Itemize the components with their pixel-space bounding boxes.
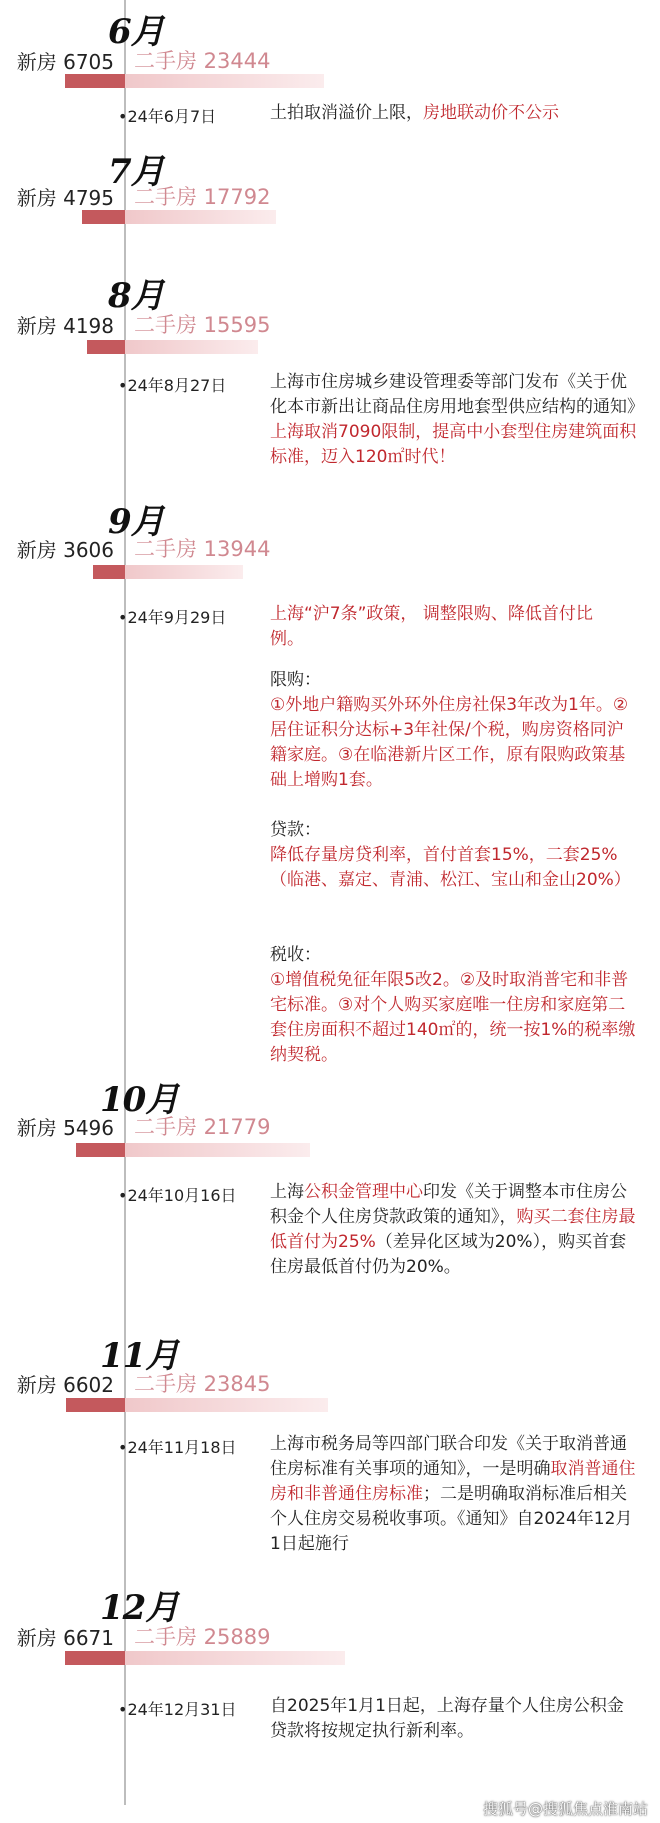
event-text-plain: 上海市住房城乡建设管理委等部门发布《关于优化本市新出让商品住房用地套型供应结构的通知》	[270, 372, 644, 417]
event-text-highlight: 购买二套住房最低首付为25%	[270, 1207, 636, 1252]
event-text	[270, 101, 650, 126]
second-hand-bar	[125, 74, 324, 88]
event-text	[270, 370, 644, 470]
event-text-plain: 印发《关于调整本市住房公积金个人住房贷款政策的通知》，	[270, 1182, 627, 1227]
new-home-bar	[93, 565, 125, 579]
event-text-plain: （差异化区域为20%），购买首套住房最低首付仍为20%。	[270, 1232, 627, 1277]
event-text: 自2025年1月1日起，上海存量个人住房公积金贷款将按规定执行新利率。	[270, 1696, 624, 1741]
new-home-bar	[65, 1651, 125, 1665]
new-home-bar	[76, 1143, 125, 1157]
new-home-label: 新房 6671	[16, 1626, 114, 1650]
new-home-label: 新房 4198	[16, 314, 114, 338]
event-text	[270, 1432, 640, 1557]
event-text-plain: 上海	[270, 1182, 304, 1202]
event-text-highlight: 房地联动价不公示	[423, 103, 559, 123]
event-text-plain: ；二是明确取消标准后相关个人住房交易税收事项。《通知》自2024年12月1日起施行	[270, 1484, 633, 1554]
event-text-highlight: 取消普通住房和非普通住房标准	[270, 1459, 636, 1504]
event-text	[270, 1180, 640, 1280]
new-home-bar	[65, 74, 125, 88]
loan-title: 贷款：	[270, 820, 321, 840]
month-title: 7月	[108, 152, 164, 192]
second-hand-bar	[125, 1398, 328, 1412]
month-title: 11月	[100, 1336, 179, 1376]
month-title: 12月	[100, 1588, 179, 1628]
event-date: •24年10月16日	[118, 1186, 237, 1205]
event-date: •24年8月27日	[118, 376, 227, 395]
second-hand-label: 二手房 13944	[134, 537, 271, 561]
event-date: •24年9月29日	[118, 608, 227, 627]
second-hand-label: 二手房 23444	[134, 49, 271, 73]
month-title: 6月	[108, 12, 164, 52]
month-title: 8月	[108, 276, 164, 316]
event-text-plain: 上海市税务局等四部门联合印发《关于取消普通住房标准有关事项的通知》，一是明确	[270, 1434, 627, 1479]
loan-text: 降低存量房贷利率，首付首套15%，二套25%（临港、嘉定、青浦、松江、宝山和金山20%）	[270, 845, 631, 890]
event-text-plain: 土拍取消溢价上限，	[270, 103, 423, 123]
new-home-label: 新房 6602	[16, 1373, 114, 1397]
second-hand-bar	[125, 1143, 310, 1157]
new-home-label: 新房 5496	[16, 1116, 114, 1140]
new-home-label: 新房 4795	[16, 186, 114, 210]
event-text-highlight: 上海取消7090限制，提高中小套型住房建筑面积标准，迈入120㎡时代！	[270, 422, 637, 467]
tax-title: 税收：	[270, 945, 321, 965]
second-hand-label: 二手房 15595	[134, 313, 271, 337]
limit-title: 限购：	[270, 670, 321, 690]
second-hand-label: 二手房 23845	[134, 1372, 271, 1396]
second-hand-label: 二手房 25889	[134, 1625, 271, 1649]
limit-text: ①外地户籍购买外环外住房社保3年改为1年。②居住证积分达标+3年社保/个税，购房资格同沪籍家庭。③在临港新片区工作，原有限购政策基础上增购1套。	[270, 695, 629, 790]
new-home-label: 新房 3606	[16, 538, 114, 562]
second-hand-bar	[125, 1651, 345, 1665]
month-title: 10月	[100, 1080, 179, 1120]
second-hand-bar	[125, 210, 276, 224]
new-home-bar	[82, 210, 125, 224]
new-home-label: 新房 6705	[16, 50, 114, 74]
second-hand-label: 二手房 21779	[134, 1115, 271, 1139]
second-hand-label: 二手房 17792	[134, 185, 271, 209]
month-title: 9月	[108, 502, 164, 542]
new-home-bar	[87, 340, 125, 354]
event-text-highlight: 公积金管理中心	[304, 1182, 423, 1202]
watermark: 搜狐号@搜狐焦点淮南站	[482, 1800, 648, 1818]
event-date: •24年12月31日	[118, 1700, 237, 1719]
event-date: •24年6月7日	[118, 107, 217, 126]
second-hand-bar	[125, 340, 258, 354]
event-date: •24年11月18日	[118, 1438, 237, 1457]
new-home-bar	[66, 1398, 125, 1412]
tax-text: ①增值税免征年限5改2。②及时取消普宅和非普宅标准。③对个人购买家庭唯一住房和家庭第二套住房面积不超过140㎡的，统一按1%的税率缴纳契税。	[270, 970, 636, 1065]
second-hand-bar	[125, 565, 243, 579]
event-headline: 上海“沪7条”政策， 调整限购、降低首付比例。	[270, 604, 593, 649]
